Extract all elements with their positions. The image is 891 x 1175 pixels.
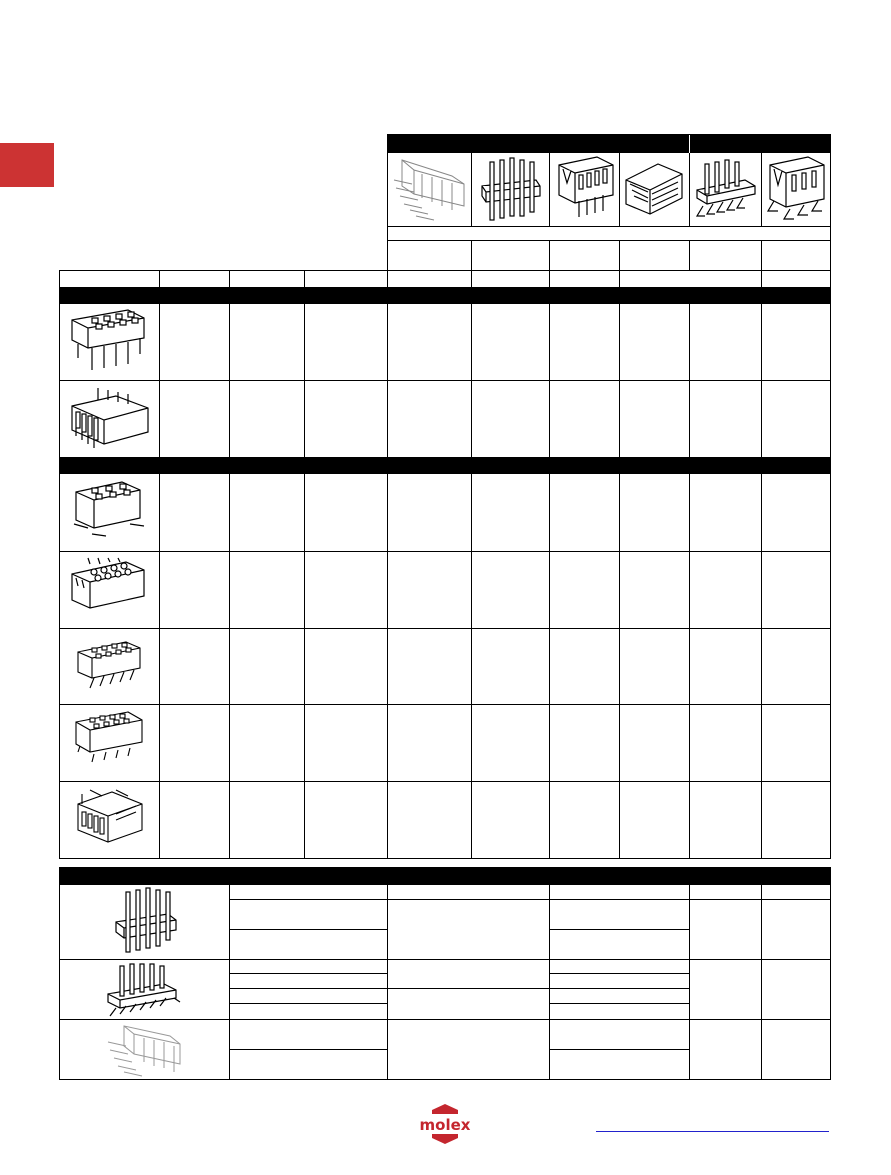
row-divider <box>549 929 689 930</box>
row-divider <box>59 380 831 381</box>
shrouded-header-icon <box>553 155 617 223</box>
smt-shrouded-header-icon <box>764 155 830 223</box>
column-divider <box>619 270 620 859</box>
row-divider <box>229 1003 387 1004</box>
through-hole-pin-header-icon <box>112 886 180 956</box>
column-divider <box>229 270 230 859</box>
divider <box>689 240 690 271</box>
section-b-bar <box>59 457 831 474</box>
divider <box>619 240 620 271</box>
right-angle-shrouded-header-icon <box>622 158 686 220</box>
vertical-through-hole-header-icon <box>392 156 468 222</box>
divider <box>549 153 550 226</box>
row-divider <box>549 1049 689 1050</box>
row-divider <box>59 1019 831 1020</box>
smt-pin-header-icon <box>693 156 759 222</box>
column-divider <box>689 287 690 859</box>
row-divider <box>549 988 689 989</box>
row-divider <box>549 1003 689 1004</box>
logo-text: molex <box>419 1116 471 1134</box>
main-table-frame <box>59 270 831 859</box>
smt-right-angle-receptacle-icon <box>72 786 148 850</box>
molex-logo <box>410 1104 480 1144</box>
row-divider <box>229 973 387 974</box>
divider <box>619 153 620 226</box>
column-divider <box>229 885 230 1080</box>
column-divider <box>761 270 762 859</box>
smt-receptacle-with-pegs-icon <box>68 556 150 620</box>
divider <box>387 226 831 227</box>
divider <box>761 240 762 271</box>
divider <box>471 240 472 271</box>
divider <box>549 240 550 271</box>
row-divider <box>229 1049 387 1050</box>
divider <box>689 153 690 226</box>
column-divider <box>549 270 550 859</box>
row-divider <box>59 959 831 960</box>
column-divider <box>549 885 550 1080</box>
row-divider <box>59 781 831 782</box>
row-divider <box>59 704 831 705</box>
right-angle-receptacle-icon <box>68 386 152 452</box>
footer-link[interactable] <box>596 1131 829 1132</box>
row-divider <box>59 551 831 552</box>
column-divider <box>471 270 472 859</box>
divider <box>761 153 762 226</box>
column-divider <box>387 270 388 859</box>
column-divider <box>387 885 388 1080</box>
smt-receptacle-icon <box>70 478 150 542</box>
column-divider <box>159 270 160 859</box>
smt-receptacle-low-profile-icon <box>74 638 144 694</box>
row-divider <box>229 988 549 989</box>
smt-pin-header-row-icon <box>104 962 184 1018</box>
column-divider <box>304 270 305 859</box>
column-divider <box>689 885 690 1080</box>
right-angle-pin-header-icon <box>104 1022 186 1078</box>
row-divider <box>229 899 831 900</box>
row-divider <box>59 628 831 629</box>
smt-receptacle-dual-row-icon <box>72 710 146 770</box>
row-divider <box>229 929 387 930</box>
row-divider <box>549 973 689 974</box>
section-a-bar <box>59 287 831 304</box>
divider <box>471 153 472 226</box>
vertical-receptacle-icon <box>68 308 150 374</box>
section-tab <box>0 143 54 187</box>
column-divider <box>761 885 762 1080</box>
divider <box>387 240 831 241</box>
vertical-pin-header-icon <box>478 156 544 222</box>
